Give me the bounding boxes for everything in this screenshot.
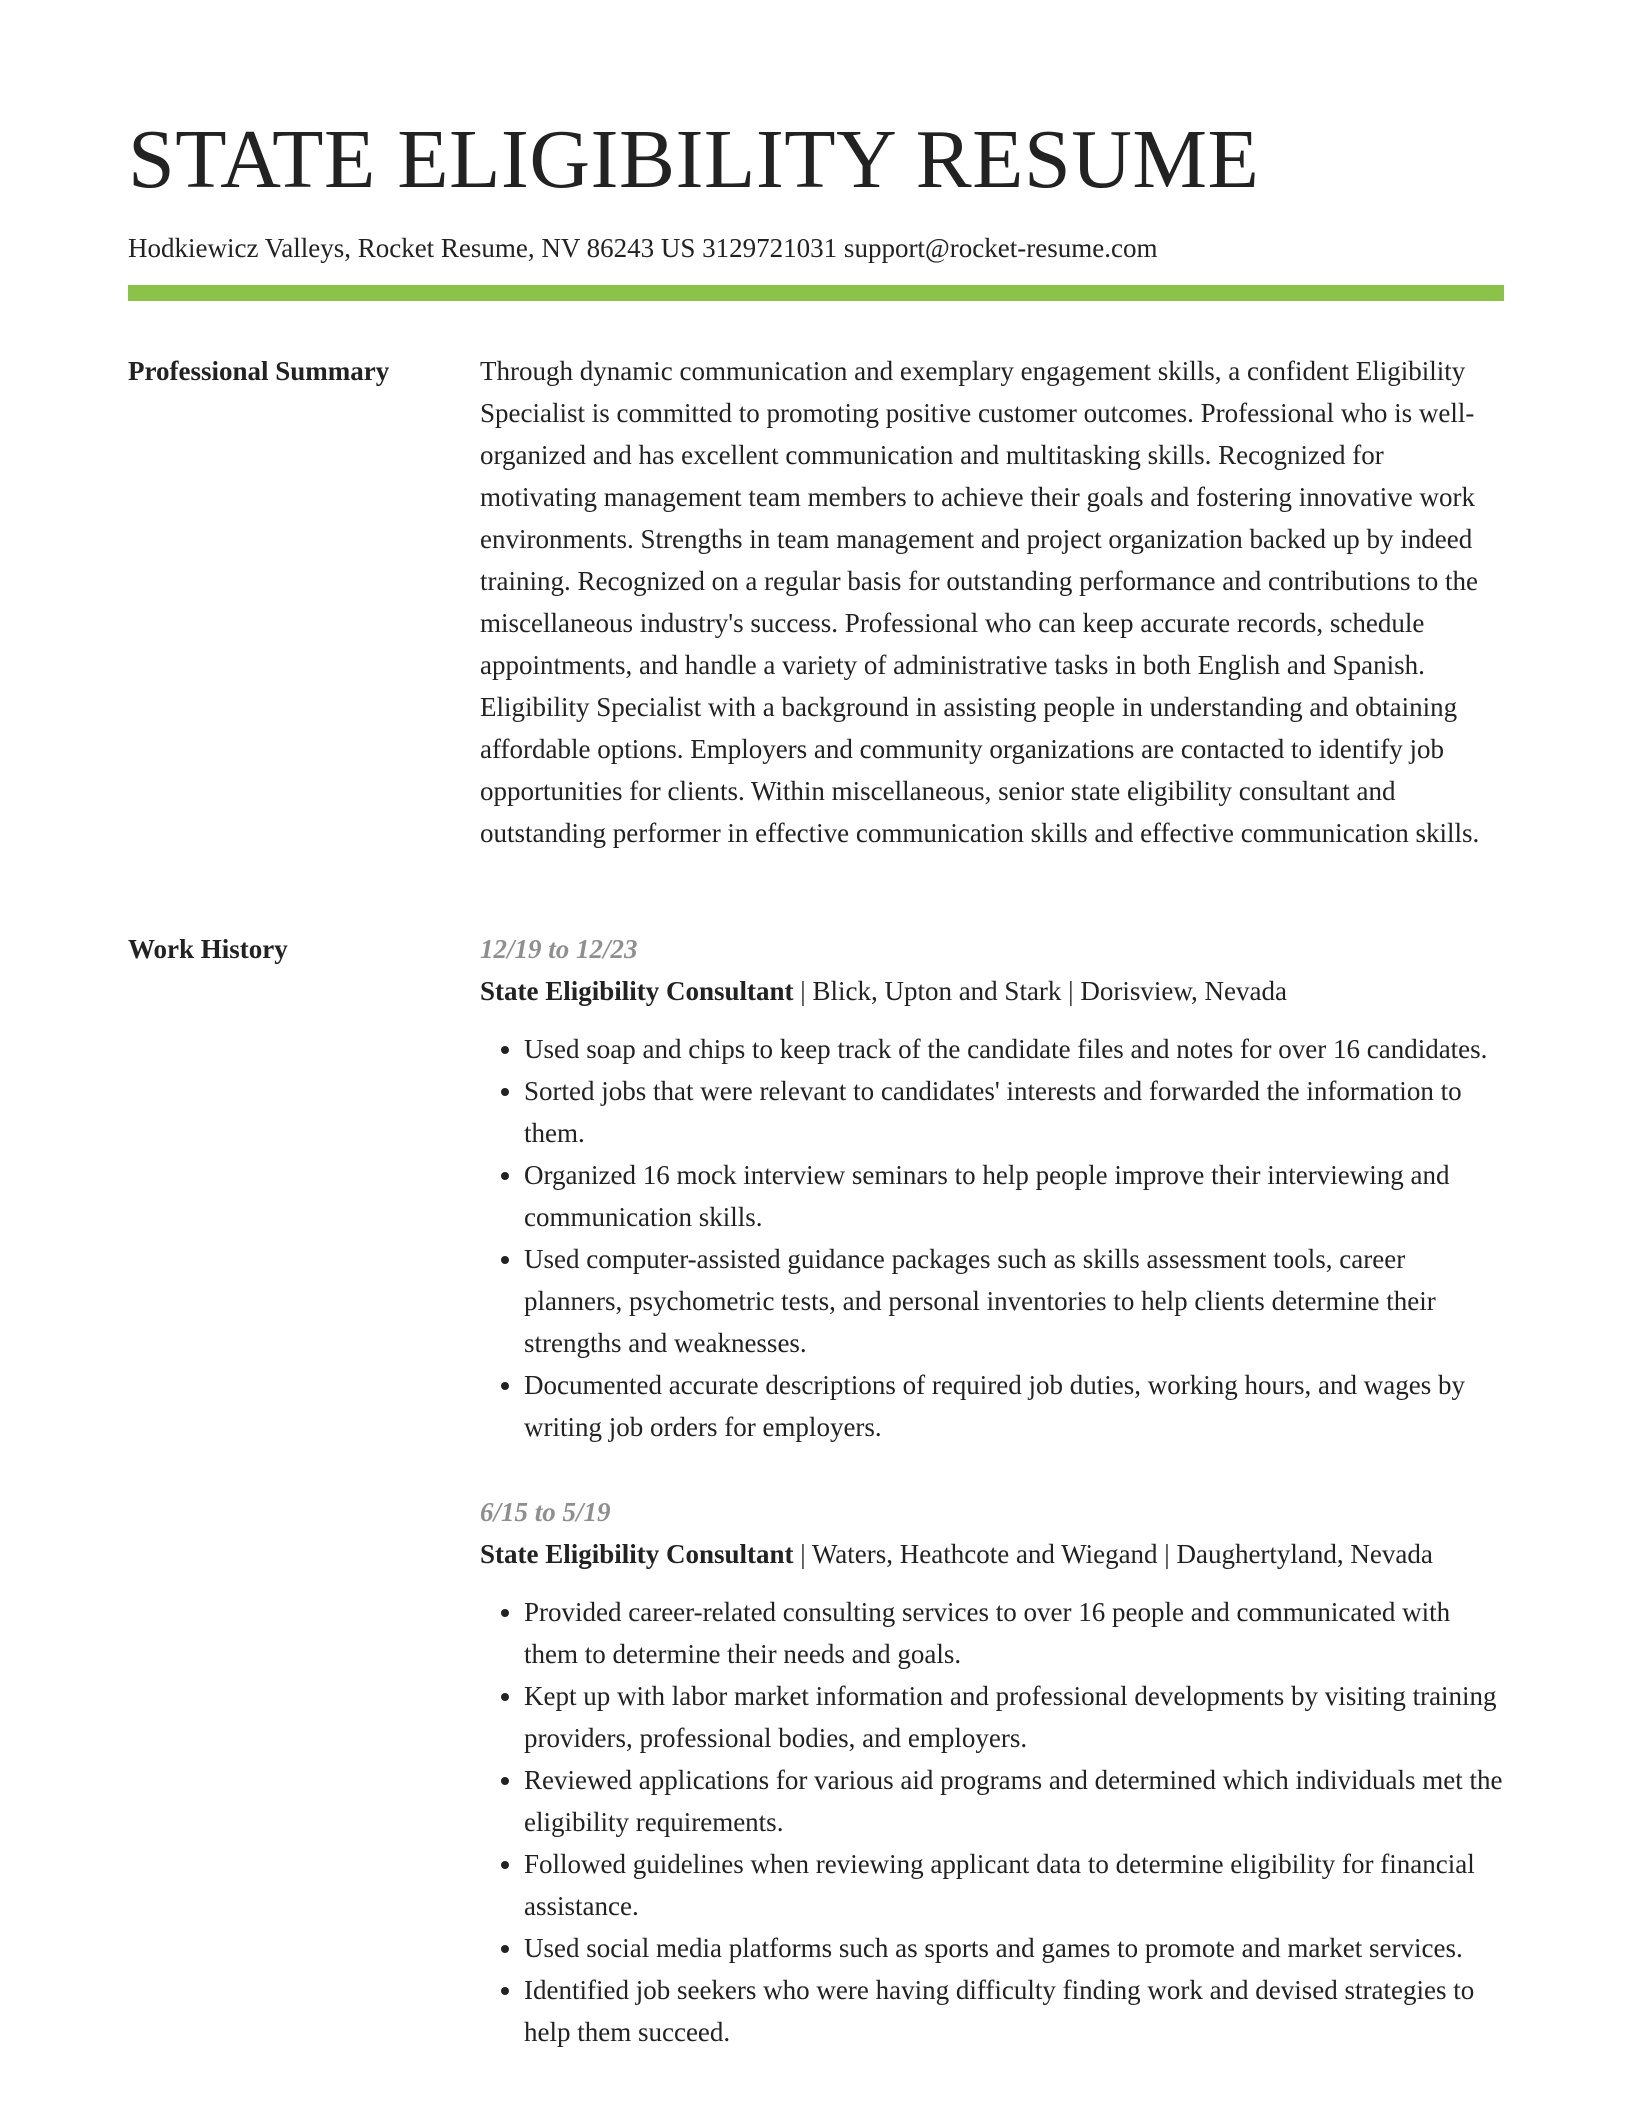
job-bullet: • Documented accurate descriptions of required job duties, working hours, and wages by writing job orders for employers. — [524, 1364, 1504, 1448]
header-divider — [128, 285, 1504, 301]
contact-line: Hodkiewicz Valleys, Rocket Resume, NV 86243 US 3129721031 support@rocket-resume.com — [128, 233, 1158, 263]
professional-summary-body — [480, 350, 1504, 854]
job-details: | Waters, Heathcote and Wiegand | Daughertyland, Nevada — [793, 1539, 1433, 1569]
job-bullet-list — [480, 1591, 1504, 2053]
job-header — [480, 970, 1504, 1012]
job-bullet: • Reviewed applications for various aid programs and determined which individuals met the eligibility requirements. — [524, 1759, 1504, 1843]
job-entry — [480, 1491, 1504, 2053]
work-history-body — [480, 928, 1504, 2096]
job-bullet: • Kept up with labor market information and professional developments by visiting training providers, professional bodies, and employers. — [524, 1675, 1504, 1759]
job-bullet: • Identified job seekers who were having difficulty finding work and devised strategies to help them succeed. — [524, 1969, 1504, 2053]
job-bullet: • Sorted jobs that were relevant to candidates' interests and forwarded the information to them. — [524, 1070, 1504, 1154]
section-label-work-history: Work History — [128, 934, 288, 964]
job-title: State Eligibility Consultant — [480, 976, 794, 1006]
resume-title: STATE ELIGIBILITY RESUME — [128, 113, 1260, 206]
job-header — [480, 1533, 1504, 1575]
job-bullet: • Used social media platforms such as sports and games to promote and market services. — [524, 1927, 1504, 1969]
job-dates: 12/19 to 12/23 — [480, 934, 638, 964]
job-bullet: • Organized 16 mock interview seminars to help people improve their interviewing and communication skills. — [524, 1154, 1504, 1238]
job-bullet-list — [480, 1028, 1504, 1448]
job-entry — [480, 928, 1504, 1448]
job-bullet: • Used soap and chips to keep track of the candidate files and notes for over 16 candidates. — [524, 1028, 1504, 1070]
job-bullet: • Used computer-assisted guidance packages such as skills assessment tools, career planners, psychometric tests, and personal inventories to help clients determine their strengths and weaknesses. — [524, 1238, 1504, 1364]
section-label-professional-summary: Professional Summary — [128, 356, 390, 386]
job-title: State Eligibility Consultant — [480, 1539, 794, 1569]
job-dates: 6/15 to 5/19 — [480, 1497, 611, 1527]
job-details: | Blick, Upton and Stark | Dorisview, Nevada — [793, 976, 1288, 1006]
job-bullet: • Followed guidelines when reviewing applicant data to determine eligibility for financial assistance. — [524, 1843, 1504, 1927]
job-bullet: • Provided career-related consulting services to over 16 people and communicated with them to determine their needs and goals. — [524, 1591, 1504, 1675]
summary-text: Through dynamic communication and exemplary engagement skills, a confident Eligibility Specialist is committed to promoting positive customer outcomes. Professional who is well-organized and has excellent communication and multitasking skills. Recognized for motivating management team members to achieve their goals and fostering innovative work environments. Strengths in team management and project organization backed up by indeed training. Recognized on a regular basis for outstanding performance and contributions to the miscellaneous industry's success. Professional who can keep accurate records, schedule appointments, and handle a variety of administrative tasks in both English and Spanish. Eligibility Specialist with a background in assisting people in understanding and obtaining affordable options. Employers and community organizations are contacted to identify job opportunities for clients. Within miscellaneous, senior state eligibility consultant and outstanding performer in effective communication skills and effective communication skills. — [480, 356, 1480, 848]
